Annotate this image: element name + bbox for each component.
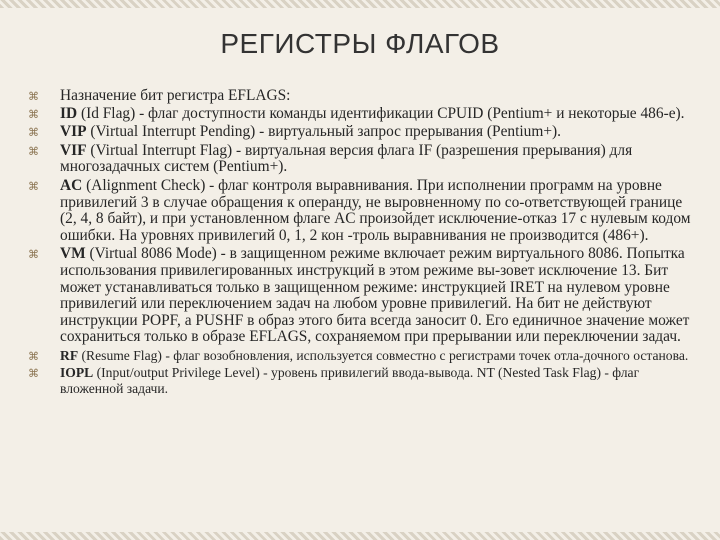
item-term: ID [60,104,78,122]
list-item-iopl [28,365,698,396]
list-item-rf [28,348,698,364]
list-item-intro [28,88,698,105]
item-term: IOPL [60,365,94,381]
list-item-vm [28,246,698,346]
bullet-icon: ⌘ [28,349,39,363]
item-text: (Virtual Interrupt Flag) - виртуальная версия флага IF (разрешения прерывания) для многозадачных систем (Pentium+). [60,141,633,176]
item-text: (Virtual Interrupt Pending) - виртуальный запрос прерывания (Pentium+). [86,123,562,141]
bullet-icon: ⌘ [28,90,39,103]
bullet-icon: ⌘ [28,367,39,381]
bullet-list [28,88,698,398]
list-item-vif [28,143,698,176]
item-term: AC [60,176,83,194]
bullet-icon: ⌘ [28,107,39,121]
slide-title: РЕГИСТРЫ ФЛАГОВ [220,28,500,59]
item-text: (Input/output Privilege Level) - уровень привилегий ввода-вывода. NT (Nested Task Flag) - флаг вложенной задачи. [60,365,640,396]
item-text: (Alignment Check) - флаг контроля выравнивания. При исполнении программ на уровне привилегий 3 в случае обращения к операнду, не выровненному по со-ответствующей границе (2, 4, 8 байт), и при установленном флаге AC произойдет исключение-отказ 17 с нулевым кодом ошибки. На уровнях привилегий 0, 1, 2 кон -троль выравнивания не производится (486+). [60,176,691,244]
decorative-top-border [0,0,720,8]
list-item-id [28,106,698,123]
list-item-ac [28,178,698,244]
item-text: (Virtual 8086 Mode) - в защищенном режиме включает режим виртуального 8086. Попытка использования привилегированных инструкций в этом режиме вы-зовет исключение 13. Бит может устанавливаться только в защищенном режиме: инструкцией IRET на нулевом уровне привилегий или переключением задач на любом уровне привилегий. На бит не действуют инструкции POPF, а PUSHF в образ этого бита всегда заносит 0. Его единичное значение может сохраниться только в образе EFLAGS, сохраняемом при прерывании или переключении задач. [60,245,690,346]
item-term: VIP [60,123,87,141]
item-term: VIF [60,141,87,159]
item-term: VM [60,245,86,263]
item-text: (Resume Flag) - флаг возобновления, используется совместно с регистрами точек отла-дочного останова. [78,347,689,363]
item-term: RF [60,347,79,363]
bullet-icon: ⌘ [28,179,39,193]
bullet-icon: ⌘ [28,144,39,158]
item-text: (Id Flag) - флаг доступности команды идентификации CPUID (Pentium+ и некоторые 486-е). [77,104,685,122]
list-item-vip [28,124,698,141]
decorative-bottom-border [0,532,720,540]
item-text: Назначение бит регистра EFLAGS: [60,87,291,104]
bullet-icon: ⌘ [28,248,39,262]
bullet-icon: ⌘ [28,126,39,140]
